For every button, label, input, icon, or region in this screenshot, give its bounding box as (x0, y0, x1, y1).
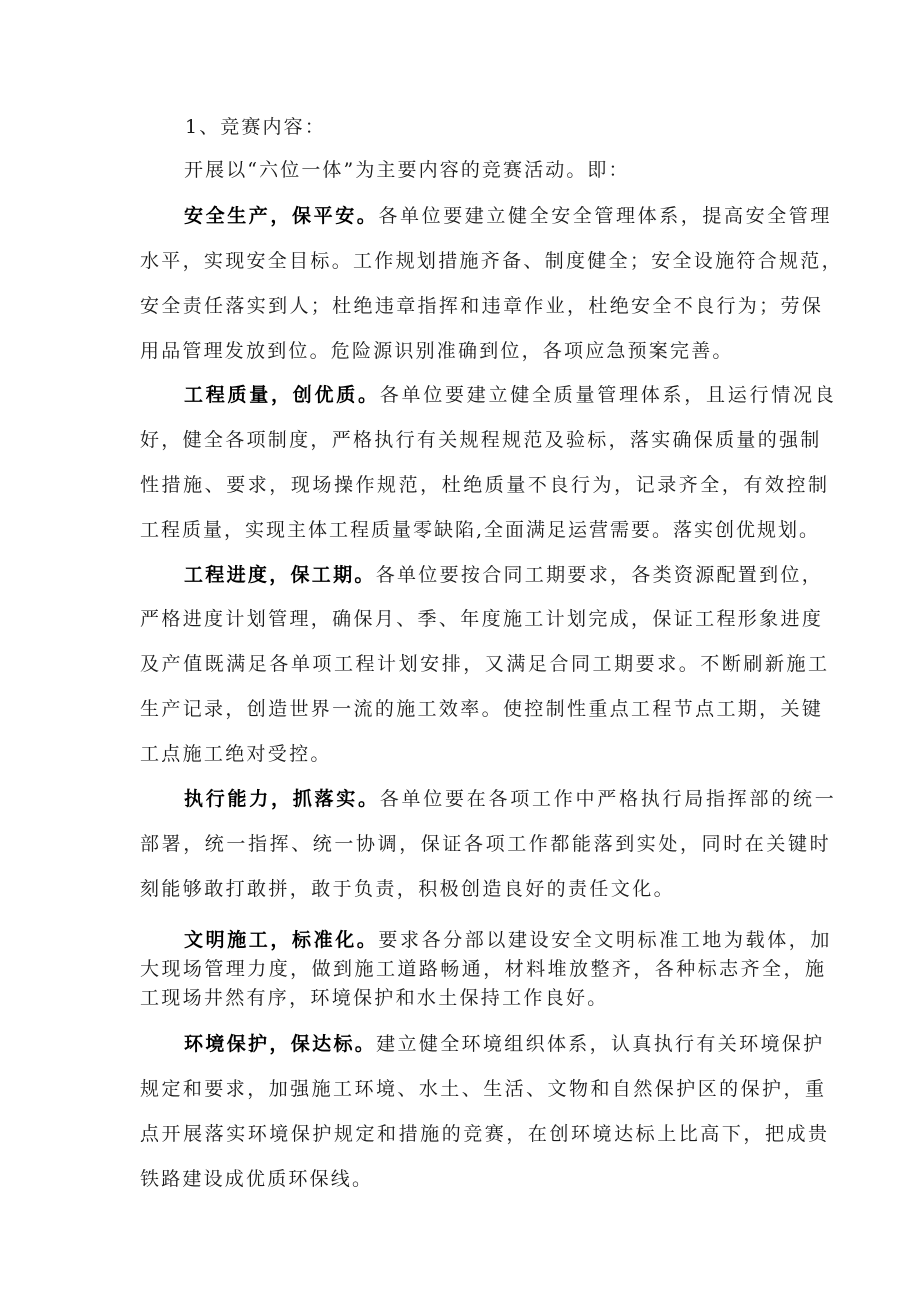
paragraph-line: 刻能够敢打敢拼，敢于负责，积极创造良好的责任文化。 (140, 878, 676, 900)
paragraph-text: 各单位要按合同工期要求，各类资源配置到位， (375, 564, 824, 586)
paragraph-line: 规定和要求，加强施工环境、水土、生活、文物和自然保护区的保护，重 (140, 1078, 827, 1100)
paragraph-line: 部署，统一指挥、统一协调，保证各项工作都能落到实处，同时在关键时 (140, 833, 832, 855)
paragraph-line: 好，健全各项制度，严格执行有关规程规范及验标，落实确保质量的强制 (140, 429, 822, 451)
paragraph-environment-first-line (184, 1029, 920, 1059)
paragraph-line: 点开展落实环境保护规定和措施的竞赛，在创环境达标上比高下，把成贵 (140, 1123, 830, 1145)
paragraph-line: 安全责任落实到人；杜绝违章指挥和违章作业，杜绝安全不良行为；劳保 (140, 295, 824, 317)
paragraph-line: 用品管理发放到位。危险源识别准确到位，各项应急预案完善。 (140, 340, 734, 362)
paragraph-line: 严格进度计划管理，确保月、季、年度施工计划完成，保证工程形象进度 (140, 608, 824, 630)
paragraph-lead: 安全生产，保平安。 (184, 205, 379, 227)
paragraph-line: 工点施工绝对受控。 (140, 743, 332, 765)
paragraph-line: 工程质量，实现主体工程质量零缺陷,全面满足运营需要。落实创优规划。 (140, 519, 821, 541)
paragraph-civilized-first-line (184, 925, 920, 955)
paragraph-line: 水平，实现安全目标。工作规划措施齐备、制度健全；安全设施符合规范， (140, 250, 843, 272)
paragraph-text: 各单位要建立健全质量管理体系，且运行情况良 (379, 384, 837, 406)
paragraph-lead: 文明施工，标准化。 (184, 929, 379, 951)
paragraph-quality-first-line (184, 380, 920, 410)
paragraph-text: 要求各分部以建设安全文明标准工地为载体，加 (378, 929, 833, 951)
paragraph-line: 铁路建设成优质环保线。 (140, 1168, 374, 1190)
paragraph-text: 各单位要建立健全安全管理体系，提高安全管理 (378, 205, 833, 227)
paragraph-lead: 工程质量，创优质。 (184, 384, 380, 406)
paragraph-line: 生产记录，创造世界一流的施工效率。使控制性重点工程节点工期，关键 (140, 698, 824, 720)
paragraph-line: 性措施、要求，现场操作规范，杜绝质量不良行为，记录齐全，有效控制 (140, 474, 830, 496)
paragraph-text: 各单位要在各项工作中严格执行局指挥部的统一 (379, 788, 837, 810)
paragraph-text: 建立健全环境组织体系，认真执行有关环境保护 (376, 1033, 825, 1055)
paragraph-schedule-first-line (184, 560, 920, 590)
paragraph-line: 工现场井然有序，环境保护和水土保持工作良好。 (140, 987, 609, 1009)
paragraph-execution-first-line (184, 784, 920, 814)
intro-text: 开展以“六位一体”为主要内容的竞赛活动。即： (184, 159, 630, 181)
paragraph-line: 及产值既满足各单项工程计划安排，又满足合同工期要求。不断刷新施工 (140, 653, 830, 675)
section-heading: 1、竞赛内容： (185, 116, 326, 138)
paragraph-line: 大现场管理力度，做到施工道路畅通，材料堆放整齐，各种标志齐全，施 (140, 958, 827, 980)
paragraph-lead: 工程进度，保工期。 (184, 564, 376, 586)
paragraph-safety-first-line (184, 201, 920, 231)
paragraph-lead: 执行能力，抓落实。 (184, 788, 380, 810)
paragraph-lead: 环境保护，保达标。 (184, 1033, 377, 1055)
